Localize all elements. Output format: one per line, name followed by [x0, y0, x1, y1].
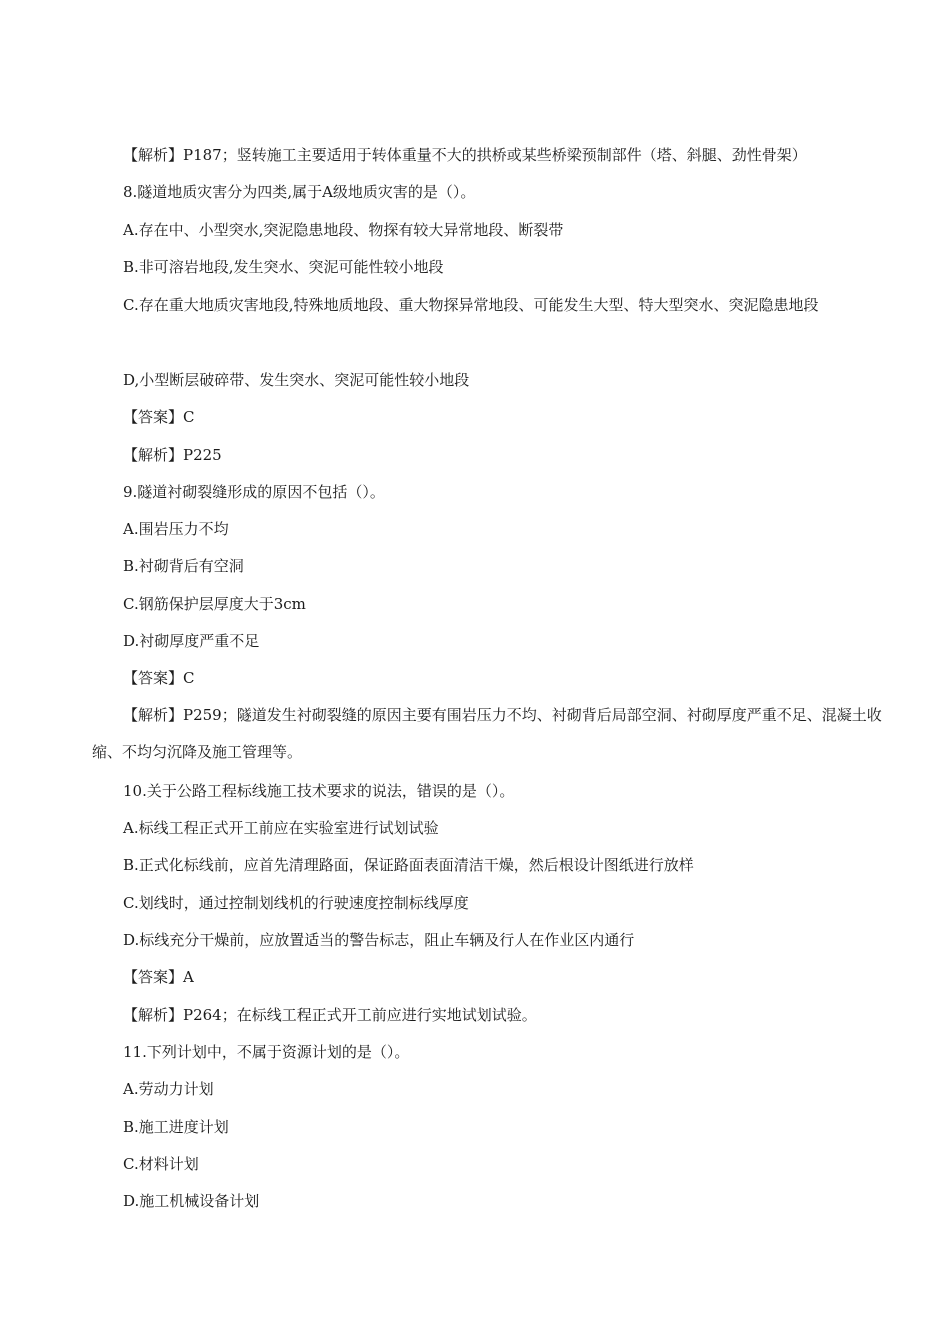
answer-text: 【答案】C [123, 408, 195, 426]
analysis-text: 【解析】P264；在标线工程正式开工前应进行实地试划试验。 [123, 1006, 537, 1024]
option-b: B.正式化标线前，应首先清理路面，保证路面表面清洁干燥，然后根设计图纸进行放样 [123, 856, 694, 874]
question-8: 8.隧道地质灾害分为四类,属于A级地质灾害的是（）。 [123, 183, 476, 201]
option-c: C.钢筋保护层厚度大于3cm [123, 595, 306, 613]
option-c: C.划线时，通过控制划线机的行驶速度控制标线厚度 [123, 894, 469, 912]
option-c: C.材料计划 [123, 1155, 199, 1173]
answer-text: 【答案】A [123, 968, 194, 986]
question-10: 10.关于公路工程标线施工技术要求的说法，错误的是（）。 [123, 782, 515, 800]
option-a: A.劳动力计划 [123, 1080, 214, 1098]
answer-text: 【答案】C [123, 669, 195, 687]
option-a: A.围岩压力不均 [123, 520, 229, 538]
analysis-text: 【解析】P225 [123, 446, 222, 464]
analysis-text: 【解析】P187；竖转施工主要适用于转体重量不大的拱桥或某些桥梁预制部件（塔、斜腿、劲性骨架） [123, 146, 807, 164]
option-c: C.存在重大地质灾害地段,特殊地质地段、重大物探异常地段、可能发生大型、特大型突水、突泥隐患地段 [123, 296, 819, 314]
option-a: A.存在中、小型突水,突泥隐患地段、物探有较大异常地段、断裂带 [123, 221, 564, 239]
analysis-text: 【解析】P259；隧道发生衬砌裂缝的原因主要有围岩压力不均、衬砌背后局部空洞、衬砌厚度严重不足、混凝土收缩、不均匀沉降及施工管理等。 [92, 706, 882, 761]
option-d: D,小型断层破碎带、发生突水、突泥可能性较小地段 [123, 371, 470, 389]
option-b: B.施工进度计划 [123, 1118, 229, 1136]
option-d: D.施工机械设备计划 [123, 1192, 260, 1210]
option-a: A.标线工程正式开工前应在实验室进行试划试验 [123, 819, 439, 837]
option-b: B.衬砌背后有空洞 [123, 557, 244, 575]
option-d: D.衬砌厚度严重不足 [123, 632, 260, 650]
question-11: 11.下列计划中，不属于资源计划的是（）。 [123, 1043, 410, 1061]
option-b: B.非可溶岩地段,发生突水、突泥可能性较小地段 [123, 258, 444, 276]
question-9: 9.隧道衬砌裂缝形成的原因不包括（）。 [123, 483, 385, 501]
option-d: D.标线充分干燥前，应放置适当的警告标志，阻止车辆及行人在作业区内通行 [123, 931, 635, 949]
